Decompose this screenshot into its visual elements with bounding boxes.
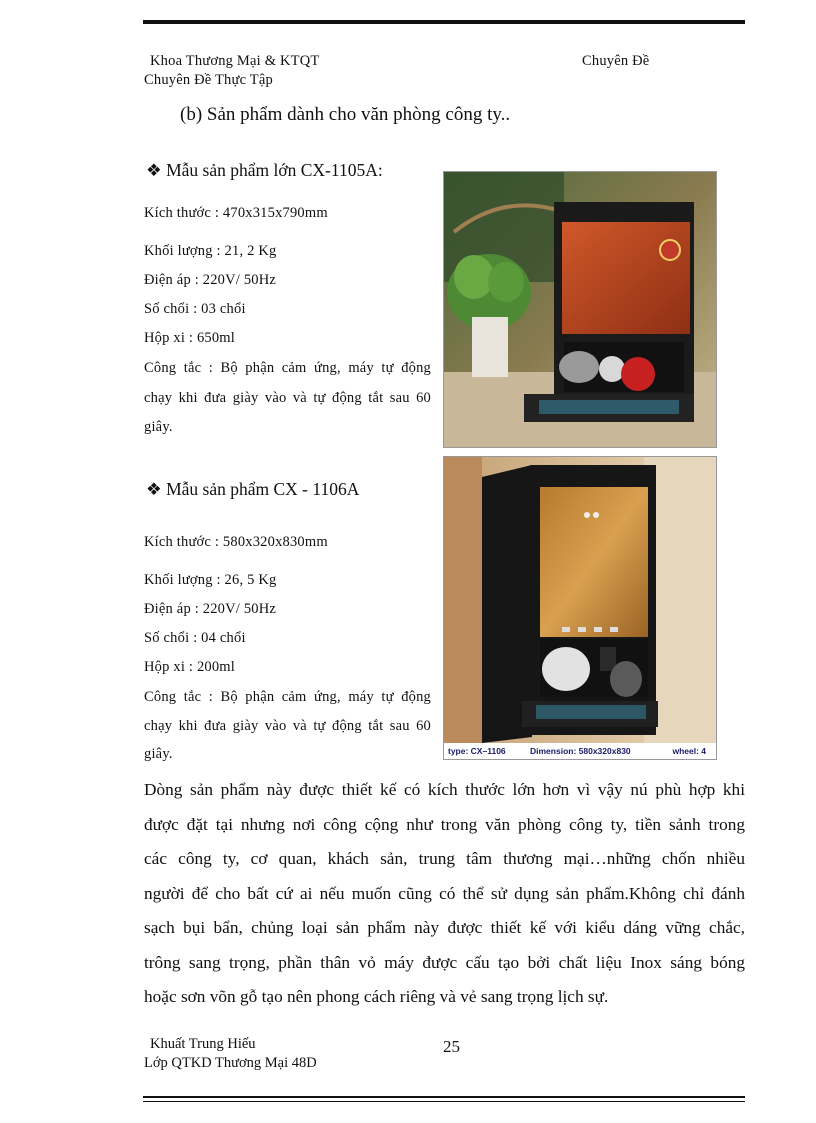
product2-weight: Khối lượng : 26, 5 Kg [144, 572, 277, 588]
header-rule [143, 20, 745, 24]
bullet-icon: ❖ [146, 479, 162, 499]
bullet-icon: ❖ [146, 160, 162, 180]
product2-size: Kích thước : 580x320x830mm [144, 534, 328, 550]
product2-brushes: Số chổi : 04 chổi [144, 630, 246, 646]
product1-brushes: Số chổi : 03 chổi [144, 301, 246, 317]
product2-polish: Hộp xi : 200ml [144, 659, 236, 675]
product2-voltage: Điện áp : 220V/ 50Hz [144, 601, 277, 617]
product1-weight: Khối lượng : 21, 2 Kg [144, 243, 277, 259]
header-faculty: Khoa Thương Mại & KTQT [150, 53, 320, 69]
page-number: 25 [443, 1037, 460, 1056]
product1-polish: Hộp xi : 650ml [144, 330, 236, 346]
product2-photo-caption [444, 743, 716, 759]
paragraph-line: Dòng sản phẩm này được thiết kế có kích thước lớn hơn vì vậy nú phù hợp khi [144, 780, 745, 799]
product2-switch-line3: giây. [144, 746, 173, 762]
product1-heading [146, 160, 383, 181]
shoe-shine-machine-cx1106a-image [444, 457, 716, 743]
paragraph-line: được đặt tại nhưng nơi công cộng như trong văn phòng công ty, tiền sảnh trong [144, 814, 745, 834]
product2-heading [146, 479, 359, 500]
product1-switch-line1: Công tắc : Bộ phận cảm ứng, máy tự động [144, 360, 431, 376]
paragraph-line: người để cho bất cứ ai nếu muốn cũng có thể sử dụng sản phẩm.Không chỉ đánh [144, 883, 745, 903]
paragraph-line: trông sang trọng, phần thân vỏ máy được cấu tạo bởi chất liệu Inox sáng bóng [144, 952, 745, 972]
product1-title: Mẫu sản phẩm lớn CX-1105A: [166, 160, 383, 180]
product2-switch-line1: Công tắc : Bộ phận cảm ứng, máy tự động [144, 689, 431, 705]
product2-title: Mẫu sản phẩm CX - 1106A [166, 479, 360, 499]
paragraph-line: hoặc sơn võn gỗ tạo nên phong cách riêng và vẻ sang trọng lịch sự. [144, 987, 609, 1006]
header-subject: Chuyên Đề Thực Tập [144, 72, 273, 88]
footer-class: Lớp QTKD Thương Mại 48D [144, 1055, 317, 1071]
product1-photo [443, 171, 717, 448]
product1-switch-line2: chạy khi đưa giày vào và tự động tắt sau 60 [144, 390, 431, 406]
section-subtitle: (b) Sản phẩm dành cho văn phòng công ty.. [180, 104, 511, 125]
product2-switch-line2: chạy khi đưa giày vào và tự động tắt sau 60 [144, 718, 431, 734]
caption-wheel: wheel: 4 [672, 746, 706, 756]
product1-size: Kích thước : 470x315x790mm [144, 205, 328, 221]
shoe-shine-machine-cx1105a-image [444, 172, 716, 447]
paragraph-line: sạch bụi bẩn, chủng loại sản phẩm này được thiết kế với kiểu dáng vững chắc, [144, 918, 745, 937]
caption-type: type: CX–1106 [448, 746, 506, 756]
footer-rule-thin [143, 1101, 745, 1102]
paragraph-line: các công ty, cơ quan, khách sản, trung tâm thương mại…những chốn nhiều [144, 849, 745, 868]
description-paragraph [144, 773, 745, 1015]
footer-rule [143, 1096, 745, 1098]
header-topic: Chuyên Đề [582, 53, 650, 69]
caption-dimension: Dimension: 580x320x830 [530, 746, 631, 756]
product1-switch-line3: giây. [144, 419, 173, 435]
product2-photo [443, 456, 717, 760]
footer-author: Khuất Trung Hiếu [150, 1036, 256, 1052]
product1-voltage: Điện áp : 220V/ 50Hz [144, 272, 277, 288]
